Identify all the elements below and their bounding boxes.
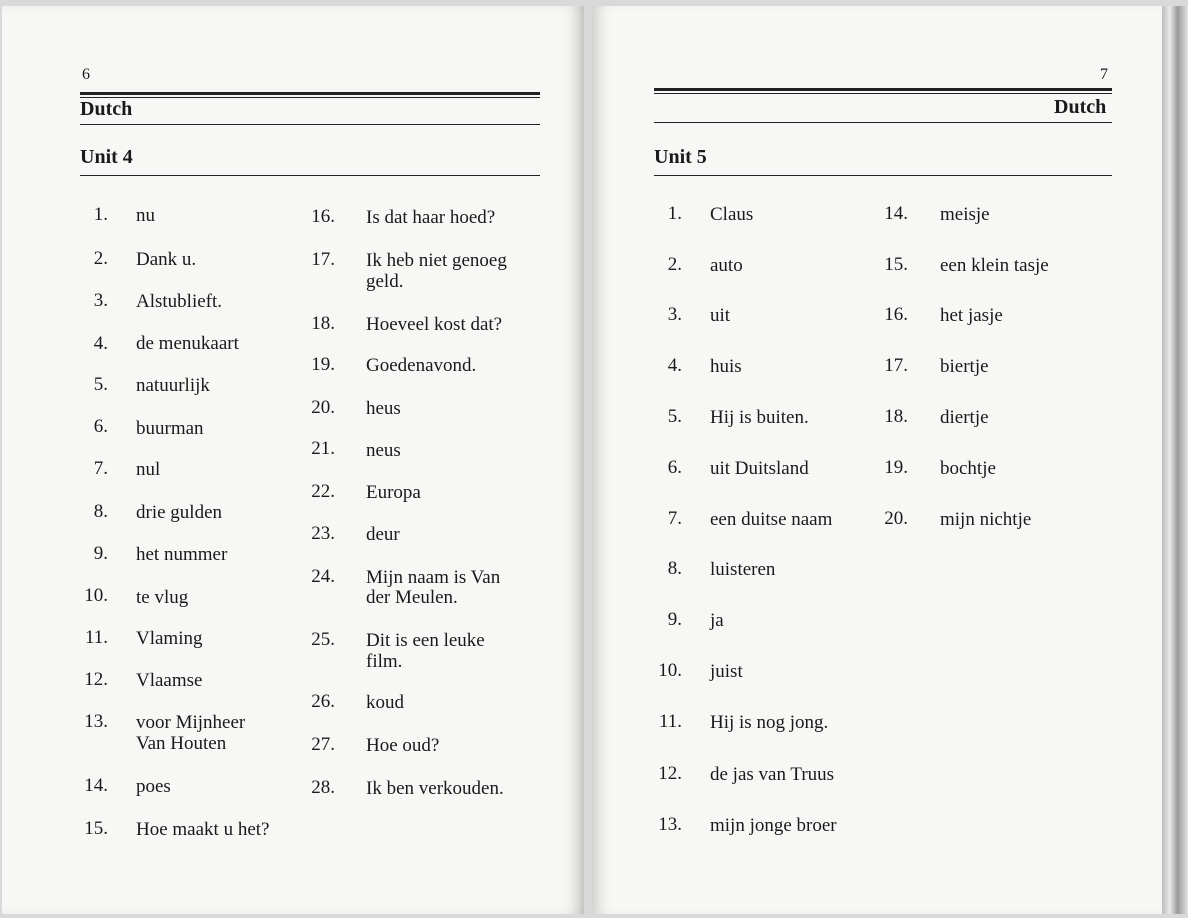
- list-number: 5.: [93, 374, 108, 395]
- right-unit-title: Unit 5: [654, 146, 707, 168]
- list-item: een duitse naam: [710, 509, 833, 530]
- list-item: neus: [366, 440, 401, 461]
- list-item: het jasje: [940, 305, 1003, 326]
- list-item-line-1: Ik heb niet genoeg: [366, 250, 507, 271]
- list-item: buurman: [136, 418, 204, 439]
- list-item: koud: [366, 692, 404, 713]
- list-number: 2.: [93, 248, 108, 269]
- list-number: 12.: [84, 669, 108, 690]
- list-number: 18.: [311, 313, 335, 334]
- list-number: 23.: [311, 523, 335, 544]
- right-unit-rule: [654, 175, 1112, 176]
- list-number: 27.: [311, 734, 335, 755]
- list-item: ja: [710, 610, 724, 631]
- list-number: 9.: [667, 609, 682, 630]
- list-number: 2.: [667, 254, 682, 275]
- list-number: 19.: [884, 457, 908, 478]
- list-item: Ik ben verkouden.: [366, 778, 504, 799]
- list-item: een klein tasje: [940, 255, 1049, 276]
- list-item: juist: [710, 661, 743, 682]
- list-number: 13.: [658, 814, 682, 835]
- list-number: 8.: [667, 558, 682, 579]
- list-item-line-1: Dit is een leuke: [366, 630, 485, 651]
- list-item-line-2: Van Houten: [136, 733, 227, 754]
- list-item: poes: [136, 776, 171, 797]
- list-number: 20.: [311, 397, 335, 418]
- list-number: 14.: [884, 203, 908, 224]
- list-number: 14.: [84, 775, 108, 796]
- left-header-top-rule: [80, 92, 540, 95]
- list-item-line-1: voor Mijnheer: [136, 712, 246, 733]
- list-item: Vlaming: [136, 628, 203, 649]
- list-number: 16.: [884, 304, 908, 325]
- list-item: natuurlijk: [136, 375, 210, 396]
- list-item-line-2: film.: [366, 651, 403, 672]
- left-header-top-rule-thin: [80, 97, 540, 98]
- list-item: bochtje: [940, 458, 996, 479]
- left-running-header: Dutch: [80, 98, 133, 120]
- right-running-header: Dutch: [1054, 96, 1107, 118]
- list-number: 18.: [884, 406, 908, 427]
- list-item-line-2: geld.: [366, 271, 404, 292]
- list-number: 12.: [658, 763, 682, 784]
- list-number: 1.: [667, 203, 682, 224]
- list-item: het nummer: [136, 544, 228, 565]
- list-number: 4.: [667, 355, 682, 376]
- list-item: Vlaamse: [136, 670, 203, 691]
- list-item: Alstublieft.: [136, 291, 223, 312]
- list-item: de menukaart: [136, 333, 239, 354]
- list-number: 6.: [93, 416, 108, 437]
- left-page-number: 6: [82, 66, 90, 83]
- list-number: 24.: [311, 566, 335, 587]
- list-number: 8.: [93, 501, 108, 522]
- list-number: 4.: [93, 333, 108, 354]
- list-item: Hij is buiten.: [710, 407, 809, 428]
- list-number: 19.: [311, 354, 335, 375]
- list-item-line-1: Mijn naam is Van: [366, 567, 501, 588]
- list-item: drie gulden: [136, 502, 223, 523]
- list-item: biertje: [940, 356, 989, 377]
- list-number: 10.: [84, 585, 108, 606]
- list-number: 9.: [93, 543, 108, 564]
- list-item: mijn jonge broer: [710, 815, 837, 836]
- list-number: 21.: [311, 438, 335, 459]
- list-number: 25.: [311, 629, 335, 650]
- list-number: 15.: [84, 818, 108, 839]
- list-item: Hoe maakt u het?: [136, 819, 270, 840]
- list-number: 13.: [84, 711, 108, 732]
- left-unit-rule: [80, 175, 540, 176]
- list-item: luisteren: [710, 559, 776, 580]
- list-item: Hoeveel kost dat?: [366, 314, 503, 335]
- list-item: uit: [710, 305, 731, 326]
- list-number: 6.: [667, 457, 682, 478]
- list-item: Hij is nog jong.: [710, 712, 829, 733]
- list-number: 3.: [93, 290, 108, 311]
- right-header-top-rule: [654, 88, 1112, 91]
- list-item: Claus: [710, 204, 754, 225]
- list-number: 28.: [311, 777, 335, 798]
- right-page-number: 7: [1100, 66, 1108, 83]
- list-item-line-2: der Meulen.: [366, 587, 458, 608]
- list-number: 20.: [884, 508, 908, 529]
- list-item: Dank u.: [136, 249, 197, 270]
- list-item: te vlug: [136, 587, 189, 608]
- list-item: mijn nichtje: [940, 509, 1032, 530]
- list-number: 17.: [311, 249, 335, 270]
- list-item: meisje: [940, 204, 990, 225]
- list-number: 22.: [311, 481, 335, 502]
- right-header-top-rule-thin: [654, 93, 1112, 94]
- list-number: 7.: [93, 458, 108, 479]
- list-item: nu: [136, 205, 155, 226]
- list-item: uit Duitsland: [710, 458, 809, 479]
- book-edge: [1162, 6, 1188, 914]
- list-number: 3.: [667, 304, 682, 325]
- list-item: Is dat haar hoed?: [366, 207, 496, 228]
- list-item: Europa: [366, 482, 421, 503]
- list-number: 11.: [658, 711, 682, 732]
- list-number: 11.: [84, 627, 108, 648]
- left-header-bottom-rule: [80, 124, 540, 125]
- list-item: Goedenavond.: [366, 355, 477, 376]
- list-item: auto: [710, 255, 743, 276]
- list-number: 5.: [667, 406, 682, 427]
- list-number: 17.: [884, 355, 908, 376]
- list-number: 26.: [311, 691, 335, 712]
- list-item: heus: [366, 398, 401, 419]
- right-header-bottom-rule: [654, 122, 1112, 123]
- list-number: 10.: [658, 660, 682, 681]
- list-item: huis: [710, 356, 742, 377]
- list-number: 16.: [311, 206, 335, 227]
- list-item: Hoe oud?: [366, 735, 440, 756]
- list-number: 1.: [93, 204, 108, 225]
- list-item: nul: [136, 459, 161, 480]
- list-item: de jas van Truus: [710, 764, 835, 785]
- list-item: deur: [366, 524, 400, 545]
- left-unit-title: Unit 4: [80, 146, 133, 168]
- list-item: diertje: [940, 407, 989, 428]
- list-number: 7.: [667, 508, 682, 529]
- list-number: 15.: [884, 254, 908, 275]
